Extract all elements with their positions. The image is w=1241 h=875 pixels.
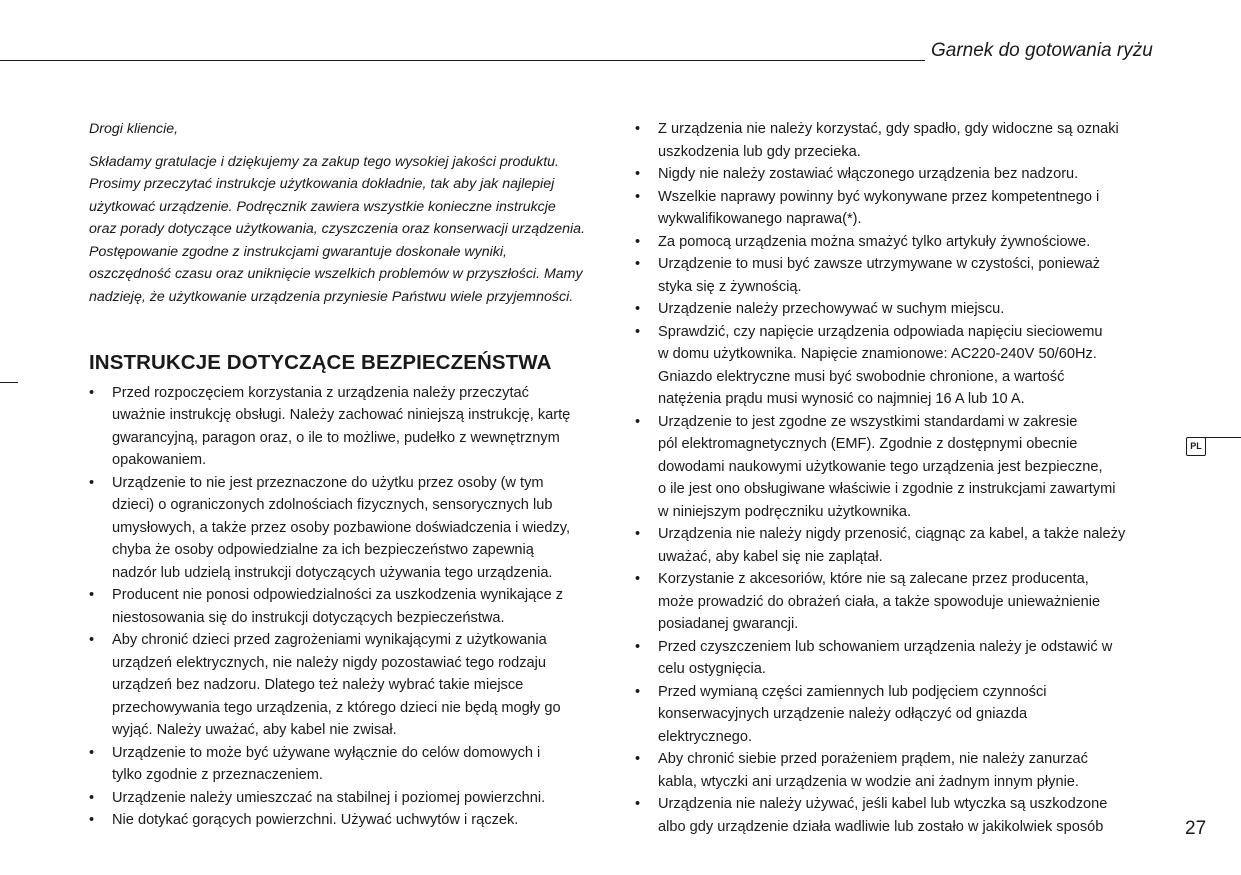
safety-item xyxy=(635,793,1155,838)
safety-item-line: • Za pomocą urządzenia można smażyć tylko artykuły żywnościowe. xyxy=(658,233,1091,250)
safety-item xyxy=(635,253,1155,298)
intro-line: Postępowanie zgodne z instrukcjami gwarantuje doskonałe wyniki, xyxy=(89,243,507,260)
safety-item-line: w niniejszym podręczniku użytkownika. xyxy=(658,503,912,520)
safety-item-line: dzieci) o ograniczonych zdolnościach fizycznych, sensorycznych lub xyxy=(112,497,553,514)
safety-item-line: konserwacyjnych urządzenie należy odłączyć od gniazda xyxy=(658,706,1028,722)
header-rule xyxy=(0,60,925,61)
safety-item-line: • Urządzenie należy przechowywać w suchym miejscu. xyxy=(658,301,1005,317)
safety-item-line: • Wszelkie naprawy powinny być wykonywane przez kompetentnego i xyxy=(658,188,1100,205)
safety-item xyxy=(635,411,1155,524)
safety-list-right xyxy=(635,118,1155,838)
safety-item-line: przechowywania tego urządzenia, z którego dzieci nie będą mogły go xyxy=(112,699,561,716)
safety-item-line: • Urządzenie to musi być zawsze utrzymywane w czystości, ponieważ xyxy=(658,256,1101,272)
safety-item-line: natężenia prądu musi wynosić co najmniej 16 A lub 10 A. xyxy=(658,391,1025,407)
safety-item-line: urządzeń bez nadzoru. Dlatego też należy wybrać takie miejsce xyxy=(112,677,524,694)
safety-item-line: • Urządzenia nie należy używać, jeśli kabel lub wtyczka są uszkodzone xyxy=(658,796,1108,812)
safety-item-line: niestosowania się do instrukcji dotyczących bezpieczeństwa. xyxy=(112,609,505,626)
safety-item-line: posiadanej gwarancji. xyxy=(658,616,799,632)
safety-list-left xyxy=(89,382,609,832)
safety-item xyxy=(635,568,1155,636)
safety-item xyxy=(635,298,1155,321)
safety-item-line: wykwalifikowanego naprawa(*). xyxy=(658,211,862,227)
safety-item-line: • Urządzenie to jest zgodne ze wszystkimi standardami w zakresie xyxy=(658,413,1078,430)
safety-item-line: • Urządzenia nie należy nigdy przenosić, ciągnąc za kabel, a także należy xyxy=(658,526,1126,542)
safety-item-line: • Nigdy nie należy zostawiać włączonego urządzenia bez nadzoru. xyxy=(658,166,1079,182)
header-title: Garnek do gotowania ryżu xyxy=(931,40,1153,61)
safety-item-line: albo gdy urządzenie działa wadliwie lub zostało w jakikolwiek sposób xyxy=(658,818,1104,835)
safety-item-line: • Aby chronić siebie przed porażeniem prądem, nie należy zanurzać xyxy=(658,751,1088,767)
safety-item-line: • Nie dotykać gorących powierzchni. Używać uchwytów i rączek. xyxy=(112,812,519,829)
section-heading: INSTRUKCJE DOTYCZĄCE BEZPIECZEŃSTWA xyxy=(89,350,552,374)
safety-item-line: Gniazdo elektryczne musi być swobodnie chronione, a wartość xyxy=(658,368,1065,385)
intro-line: nadzieję, że użytkowanie urządzenia przyniesie Państwu wiele przyjemności. xyxy=(89,289,574,306)
safety-item-line: gwarancyjną, paragon oraz, o ile to możliwe, pudełko z wewnętrznym xyxy=(112,429,560,446)
safety-item-line: urządzeń elektrycznych, nie należy nigdy pozostawiać tego rodzaju xyxy=(112,654,547,671)
safety-item-line: chyba że osoby odpowiedzialne za ich bezpieczeństwo zapewnią xyxy=(112,542,534,559)
safety-item-line: uszkodzenia lub gdy przecieka. xyxy=(658,143,861,160)
safety-item-line: • Sprawdzić, czy napięcie urządzenia odpowiada napięciu sieciowemu xyxy=(658,323,1103,340)
safety-item-line: • Aby chronić dzieci przed zagrożeniami wynikającymi z użytkowania xyxy=(112,632,547,649)
safety-item-line: tylko zgodnie z przeznaczeniem. xyxy=(112,767,323,784)
intro-line: Składamy gratulacje i dziękujemy za zakup tego wysokiej jakości produktu. xyxy=(89,153,559,170)
safety-item-line: o ile jest ono obsługiwane właściwie i zgodnie z instrukcjami zawartymi xyxy=(658,481,1116,497)
safety-item-line: • Przed rozpoczęciem korzystania z urządzenia należy przeczytać xyxy=(112,384,529,401)
safety-item-line: może prowadzić do obrażeń ciała, a także spowoduje unieważnienie xyxy=(658,593,1101,610)
intro-line: oraz porady dotyczące użytkowania, czyszczenia oraz konserwacji urządzenia. xyxy=(89,221,586,238)
safety-item-line: • Przed czyszczeniem lub schowaniem urządzenia należy je odstawić w xyxy=(658,638,1113,655)
safety-item xyxy=(89,787,609,810)
safety-item xyxy=(635,636,1155,681)
safety-item-line: pól elektromagnetycznych (EMF). Zgodnie z dostępnymi obecnie xyxy=(658,436,1078,452)
safety-item-line: celu ostygnięcia. xyxy=(658,661,766,677)
safety-item xyxy=(89,584,609,629)
safety-item-line: uważnie instrukcję obsługi. Należy zachować niniejszą instrukcję, kartę xyxy=(112,407,571,424)
safety-item-line: w domu użytkownika. Napięcie znamionowe: AC220-240V 50/60Hz. xyxy=(658,346,1097,362)
safety-item-line: • Producent nie ponosi odpowiedzialności za uszkodzenia wynikające z xyxy=(112,587,564,604)
intro-line: użytkować urządzenie. Podręcznik zawiera wszystkie konieczne instrukcje xyxy=(89,198,556,215)
safety-item-line: wyjąć. Należy uważać, aby kabel nie zwisał. xyxy=(112,722,397,739)
safety-item xyxy=(89,809,609,832)
safety-item xyxy=(89,629,609,742)
safety-item xyxy=(635,321,1155,411)
safety-item-line: • Urządzenie to może być używane wyłącznie do celów domowych i xyxy=(112,744,541,761)
safety-item xyxy=(635,163,1155,186)
safety-item-line: • Z urządzenia nie należy korzystać, gdy spadło, gdy widoczne są oznaki xyxy=(658,121,1119,137)
safety-item-line: • Przed wymianą części zamiennych lub podjęciem czynności xyxy=(658,683,1047,700)
salutation: Drogi kliencie, xyxy=(89,121,179,137)
safety-item xyxy=(89,742,609,787)
intro-line: oszczędność czasu oraz uniknięcie wszelkich problemów w przyszłości. Mamy xyxy=(89,266,583,283)
safety-item-line: uważać, aby kabel się nie zaplątał. xyxy=(658,548,883,565)
language-badge: PL xyxy=(1186,437,1206,456)
safety-item-line: kabla, wtyczki ani urządzenia w wodzie ani żadnym innym płynie. xyxy=(658,773,1079,790)
safety-item-line: opakowaniem. xyxy=(112,452,207,469)
intro-line: Prosimy przeczytać instrukcje użytkowania dokładnie, tak aby jak najlepiej xyxy=(89,176,555,193)
intro-paragraph xyxy=(89,151,609,309)
safety-item-line: umysłowych, a także przez osoby pozbawione doświadczenia i wiedzy, xyxy=(112,519,571,536)
safety-item xyxy=(635,523,1155,568)
safety-item-line: • Urządzenie należy umieszczać na stabilnej i poziomej powierzchni. xyxy=(112,789,546,806)
safety-item xyxy=(635,186,1155,231)
right-tab-line xyxy=(1205,437,1241,438)
safety-item xyxy=(89,382,609,472)
safety-item xyxy=(635,681,1155,749)
page-number: 27 xyxy=(1185,818,1207,839)
left-column xyxy=(89,118,609,832)
safety-item-line: • Urządzenie to nie jest przeznaczone do użytku przez osoby (w tym xyxy=(112,474,544,491)
safety-item-line: • Korzystanie z akcesoriów, które nie są zalecane przez producenta, xyxy=(658,571,1089,587)
safety-item xyxy=(635,118,1155,163)
safety-item xyxy=(89,472,609,585)
safety-item-line: styka się z żywnością. xyxy=(658,278,802,295)
safety-item xyxy=(635,231,1155,254)
safety-item-line: nadzór lub udzielą instrukcji dotyczących używania tego urządzenia. xyxy=(112,564,553,581)
safety-item xyxy=(635,748,1155,793)
left-margin-mark xyxy=(0,382,18,383)
right-column xyxy=(635,118,1155,838)
safety-item-line: dowodami naukowymi użytkowanie tego urządzenia jest bezpieczne, xyxy=(658,458,1103,475)
safety-item-line: elektrycznego. xyxy=(658,728,753,745)
